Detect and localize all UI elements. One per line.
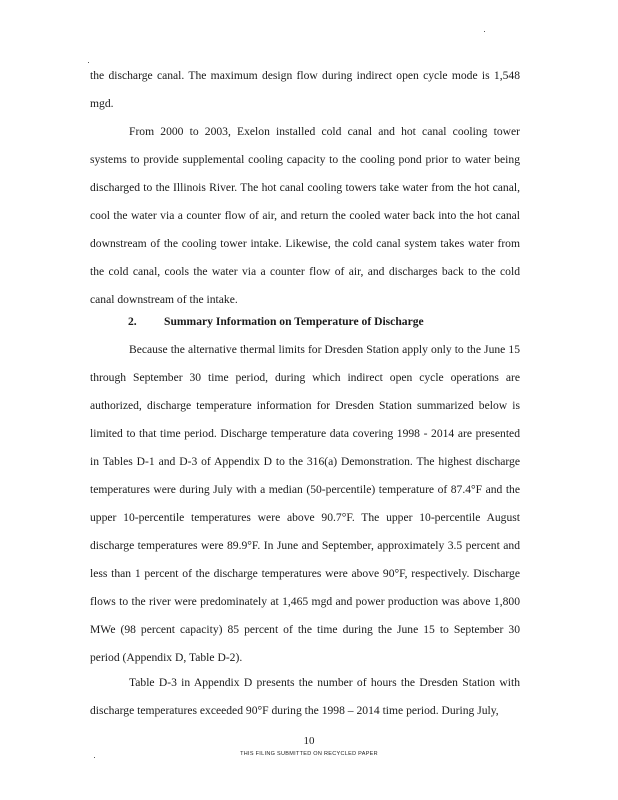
scan-speck xyxy=(94,757,95,758)
section-number: 2. xyxy=(128,315,137,328)
paragraph-discharge-flow: the discharge canal. The maximum design flow during indirect open cycle mode is 1,548 mgd. xyxy=(90,69,520,110)
scan-speck xyxy=(484,31,485,32)
section-title: Summary Information on Temperature of Discharge xyxy=(164,315,424,328)
paragraph-table-d3: Table D-3 in Appendix D presents the number of hours the Dresden Station with discharge temperatures exceeded 90°F during the 1998 – 2014 time period. During July, xyxy=(90,676,520,717)
scan-speck xyxy=(88,62,89,63)
page-number: 10 xyxy=(303,735,315,747)
paragraph-discharge-temperature: Because the alternative thermal limits for Dresden Station apply only to the June 15 through September 30 time period, during which indirect open cycle operations are authorized, discharge temperature information for Dresden Station summarized below is limited to that time period. Discharge temperature data covering 1998 - 2014 are presented in Tables D-1 and D-3 of Appendix D to the 316(a) Demonstration. The highest discharge temperatures were during July with a median (50-percentile) temperature of 87.4°F and the upper 10-percentile temperatures were above 90.7°F. The upper 10-percentile August discharge temperatures were 89.9°F. In June and September, approximately 3.5 percent and less than 1 percent of the discharge temperatures were above 90°F, respectively. Discharge flows to the river were predominately at 1,465 mgd and power production was above 1,800 MWe (98 percent capacity) 85 percent of the time during the June 15 to September 30 period (Appendix D, Table D-2). xyxy=(90,343,520,664)
recycled-paper-note: THIS FILING SUBMITTED ON RECYCLED PAPER xyxy=(240,751,378,757)
paragraph-cooling-towers: From 2000 to 2003, Exelon installed cold canal and hot canal cooling tower systems to provide supplemental cooling capacity to the cooling pond prior to water being discharged to the Illinois River. The hot canal cooling towers take water from the hot canal, cool the water via a counter flow of air, and return the cooled water back into the hot canal downstream of the cooling tower intake. Likewise, the cold canal system takes water from the cold canal, cools the water via a counter flow of air, and discharges back to the cold canal downstream of the intake. xyxy=(90,125,520,306)
section-heading xyxy=(128,315,424,328)
